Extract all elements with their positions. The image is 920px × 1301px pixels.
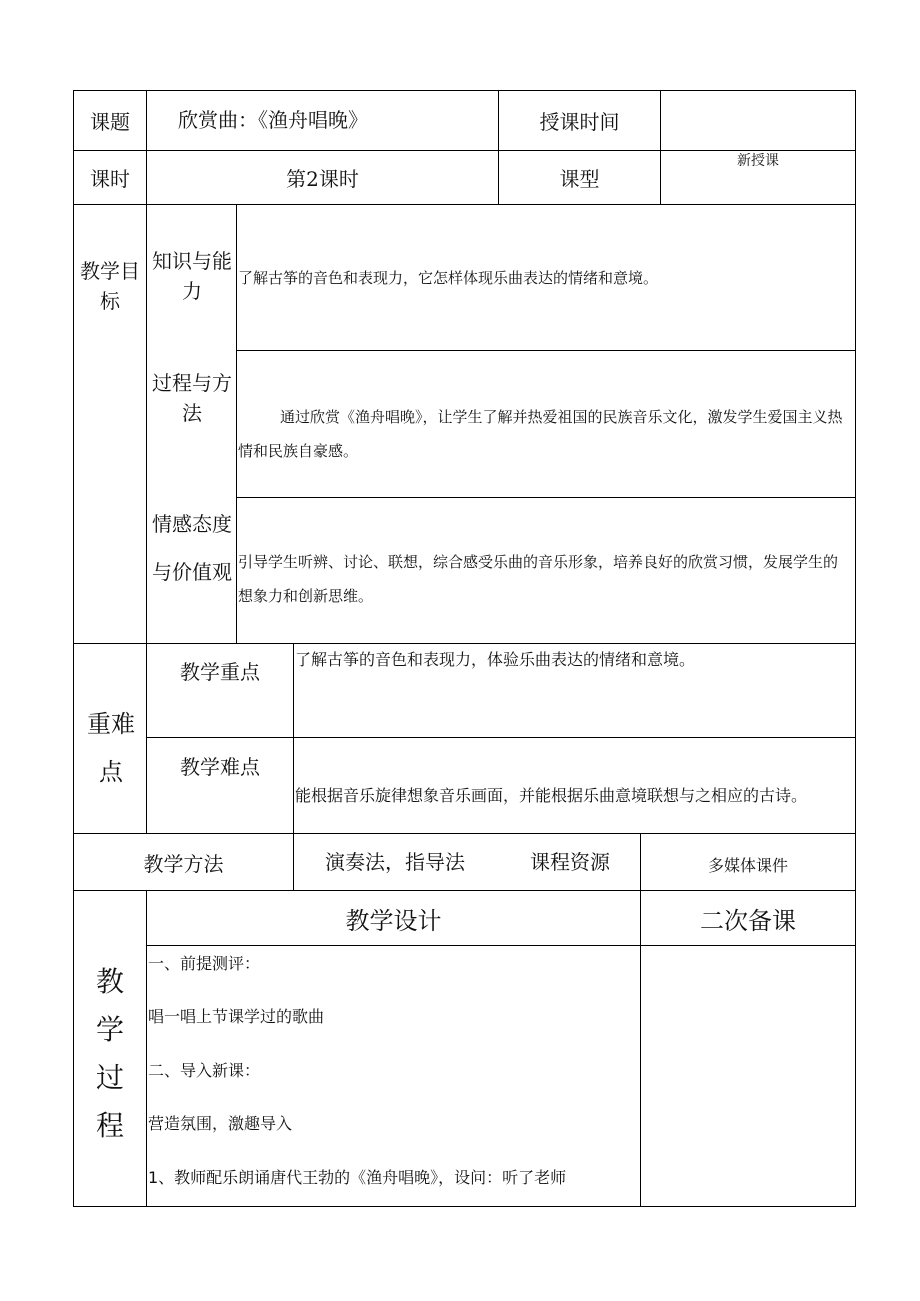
objective-process-text: 通过欣赏《渔舟唱晚》，让学生了解并热爱祖国的民族音乐文化，激发学生爱国主义热情和民族自豪感。: [238, 408, 843, 460]
time-value: [661, 91, 855, 150]
focus-text: 了解古筝的音色和表现力，体验乐曲表达的情绪和意境。: [295, 650, 696, 669]
time-label: 授课时间: [539, 110, 620, 134]
methods-label: 教学方法: [143, 851, 224, 876]
key-points-label: 重难点: [87, 710, 135, 786]
process-label: 教学过程: [95, 965, 124, 1142]
objectives-label: 教学目标: [80, 259, 140, 313]
process-line: 营造氛围，激趣导入: [148, 1114, 293, 1133]
row-line-kp: [146, 737, 856, 738]
objective-attitude-text: 引导学生听辨、讨论、联想，综合感受乐曲的音乐形象，培养良好的欣赏习惯，发展学生的想象力和创新思维。: [238, 553, 839, 605]
period-label: 课时: [90, 167, 130, 191]
row-line-6: [146, 945, 856, 946]
design-header: 教学设计: [345, 906, 442, 935]
border-bottom: [73, 1206, 856, 1207]
period-value: 第2课时: [286, 167, 359, 191]
methods-value: 演奏法，指导法: [325, 850, 465, 874]
col-line-obj: [236, 204, 237, 644]
topic-value: 欣赏曲：《渔舟唱晚》: [178, 108, 368, 132]
process-line: 一、前提测评：: [148, 954, 261, 973]
resource-label: 课程资源: [530, 850, 610, 874]
objective-knowledge-label: 知识与能力: [152, 249, 232, 303]
process-line: 唱一唱上节课学过的歌曲: [148, 1007, 325, 1026]
row-line-obj-1: [236, 350, 856, 351]
topic-label: 课题: [90, 110, 130, 134]
focus-label: 教学重点: [180, 659, 260, 684]
col-line-kp: [293, 643, 294, 891]
process-line: 1、教师配乐朗诵唐代王勃的《渔舟唱晚》，设问：听了老师: [148, 1168, 567, 1187]
type-label: 课型: [559, 167, 600, 191]
row-line-obj-2: [236, 497, 856, 498]
type-value: 新授课: [737, 153, 779, 169]
resource-value: 多媒体课件: [707, 855, 788, 875]
difficulty-text: 能根据音乐旋律想象音乐画面，并能根据乐曲意境联想与之相应的古诗。: [295, 786, 808, 805]
border-right: [855, 90, 856, 1207]
objective-knowledge-text: 了解古筝的音色和表现力，它怎样体现乐曲表达的情绪和意境。: [238, 269, 659, 287]
objective-attitude-label: 情感态度与价值观: [152, 512, 232, 584]
second-header: 二次备课: [700, 906, 796, 935]
row-line-3: [73, 643, 856, 644]
difficulty-label: 教学难点: [180, 754, 260, 779]
border-left: [73, 90, 74, 1207]
row-line-2: [73, 204, 856, 205]
process-line: 二、导入新课：: [148, 1061, 261, 1080]
objective-process-label: 过程与方法: [152, 371, 232, 425]
